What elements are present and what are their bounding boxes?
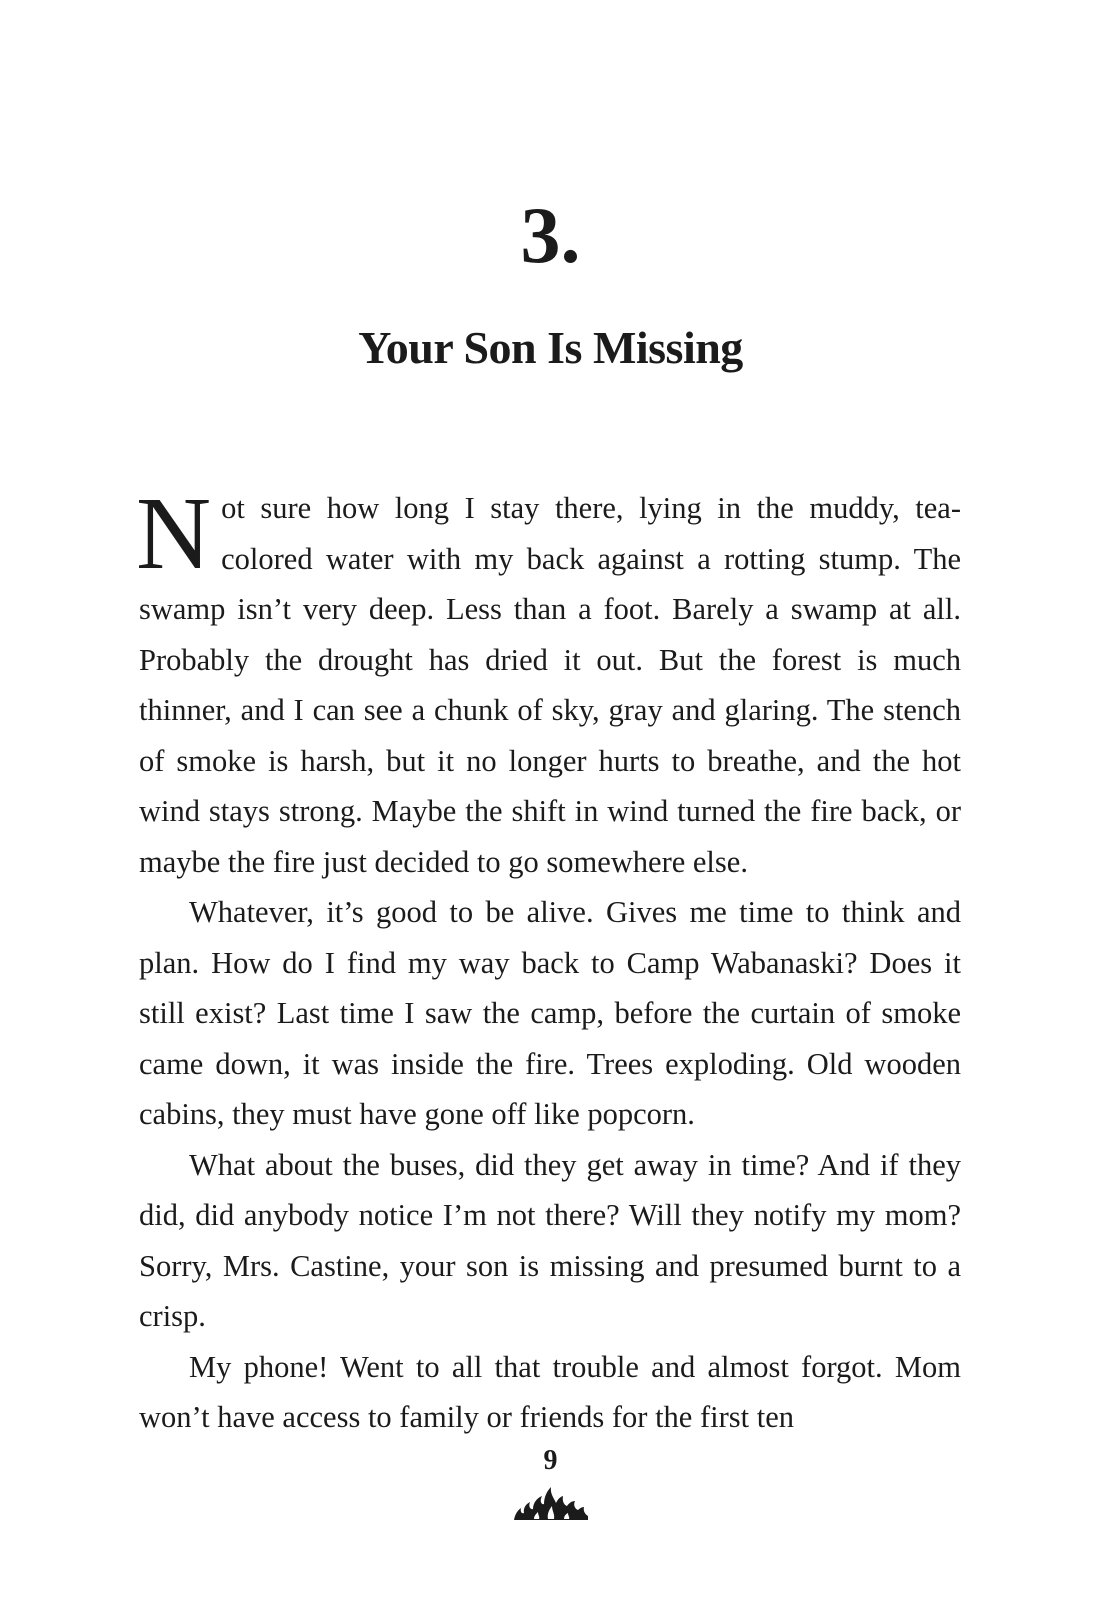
paragraph-3: What about the buses, did they get away in time? And if they did, did anybody notice I’m not there? Will they notify my mom? Sorry, Mrs. Castine, your son is missing and presumed burnt to a crisp. (139, 1147, 961, 1333)
paragraph-2: Whatever, it’s good to be alive. Gives me time to think and plan. How do I find my way back to Camp Wabanaski? Does it still exist? Last time I saw the camp, before the curtain of smoke came down, it was inside the fire. Trees exploding. Old wooden cabins, they must have gone off like popcorn. (139, 895, 961, 1131)
chapter-title: Your Son Is Missing (358, 322, 743, 373)
paragraph-4: My phone! Went to all that trouble and almost forgot. Mom won’t have access to family or friends for the first ten (139, 1349, 961, 1434)
paragraph-1-text: ot sure how long I stay there, lying in the muddy, tea-colored water with my back against a rotting stump. The swamp isn’t very deep. Less than a foot. Barely a swamp at all. Probably the drought has dried it out. But the forest is much thinner, and I can see a chunk of sky, gray and glaring. The stench of smoke is harsh, but it no longer hurts to breathe, and the hot wind stays strong. Maybe the shift in wind turned the fire back, or maybe the fire just decided to go somewhere else. (139, 491, 961, 879)
flame-icon (512, 1486, 590, 1522)
chapter-number: 3. (520, 192, 581, 280)
chapter-body (136, 476, 961, 1443)
drop-cap: N (136, 476, 212, 591)
page-number: 9 (543, 1445, 558, 1476)
paragraph-1 (136, 476, 961, 887)
